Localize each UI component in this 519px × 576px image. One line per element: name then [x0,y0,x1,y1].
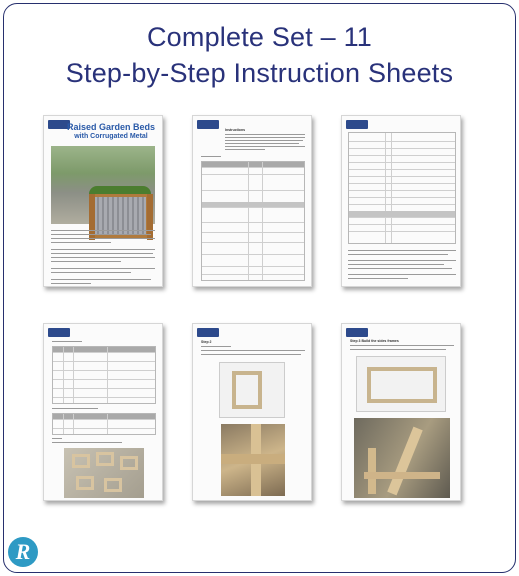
sheet-cutting-list [43,323,163,501]
headline-line-2: Step-by-Step Instruction Sheets [65,58,454,88]
tools-table [348,132,456,244]
sheet-instructions [192,115,312,287]
brand-badge-logo [197,120,219,129]
cut-list-table [52,346,156,404]
headline-line-1: Complete Set – 11 [146,22,373,52]
step-2-label: Step 2 [201,340,212,344]
sheet-step-3 [341,323,461,501]
materials-table [201,161,305,281]
brand-logo-letter: R [15,539,31,564]
sheet-tools-checklist [341,115,461,287]
cover-subtitle: with Corrugated Metal [74,133,148,140]
brand-badge-logo [197,328,219,337]
cut-metal-table [52,413,156,435]
brand-badge-logo [346,120,368,129]
screw-photo [221,424,285,496]
cut-wood-photo [64,448,144,498]
sheet-cover [43,115,163,287]
brand-badge-logo [48,328,70,337]
brand-badge-logo [346,328,368,337]
sheet-step-2 [192,323,312,501]
cover-title: Raised Garden Beds [66,122,156,132]
instructions-label: Instructions [225,128,246,132]
side-frame-photo [354,418,450,498]
step-3-label: Step 3 Build the sides frames [350,339,399,343]
garden-bed-photo [51,146,155,224]
frame-diagram [219,362,285,418]
side-frame-diagram [356,356,446,412]
